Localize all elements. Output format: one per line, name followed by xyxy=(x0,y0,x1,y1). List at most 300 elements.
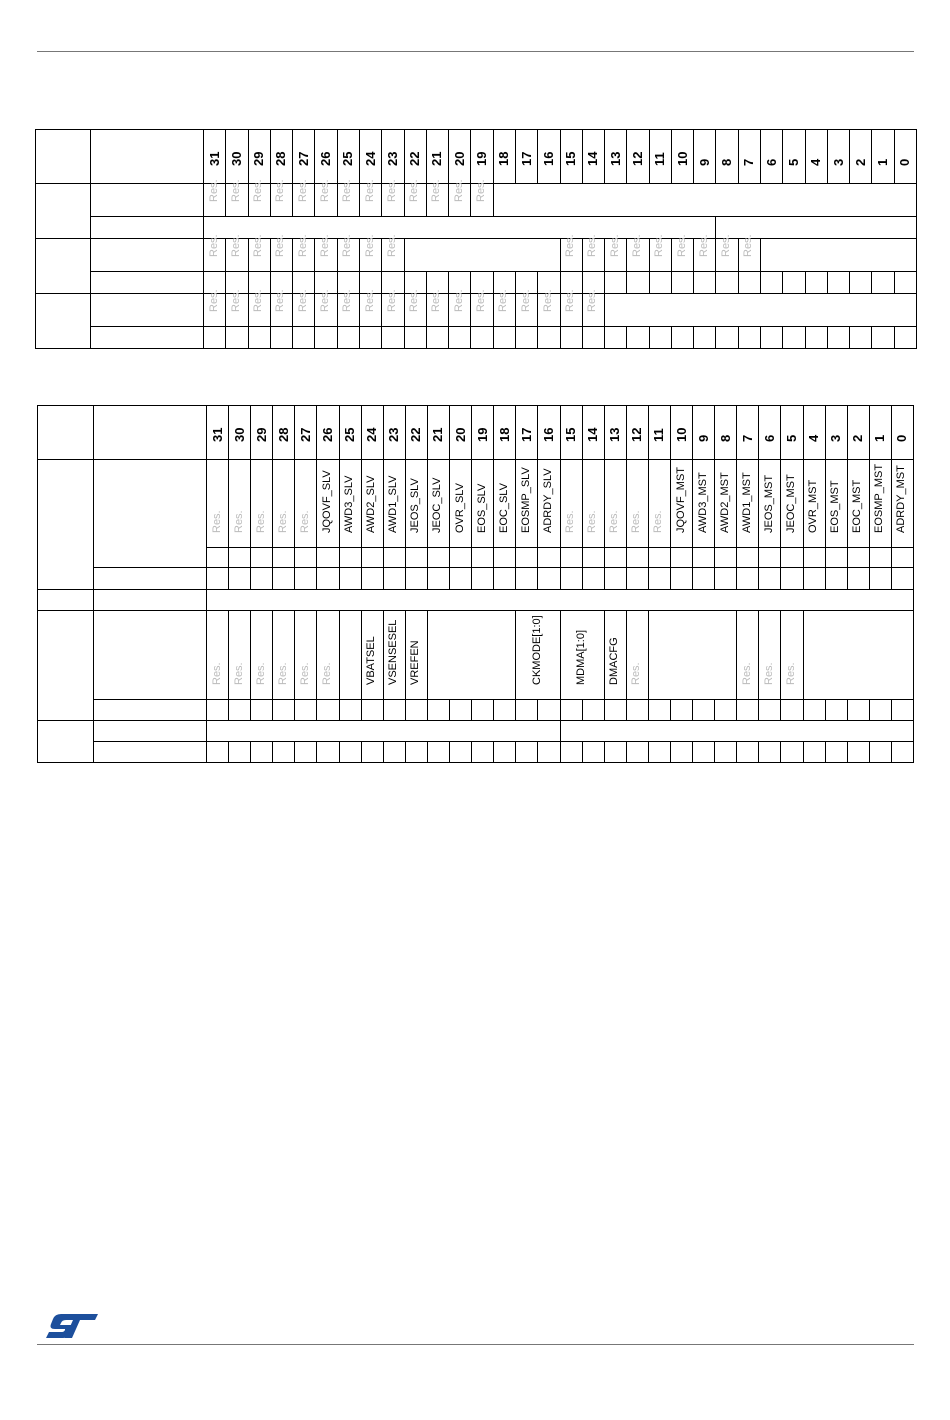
bit-field-ovr_slv xyxy=(450,460,472,548)
bit-number-5-label: 5 xyxy=(783,434,799,442)
reserved-bit-label: Res. xyxy=(475,179,488,202)
reset-cell xyxy=(869,548,891,568)
reserved-bit xyxy=(627,234,649,272)
bit-number-0 xyxy=(891,406,913,460)
reserved-bit xyxy=(293,289,315,327)
reserved-bit-label: Res. xyxy=(784,662,797,685)
register-map-table-1 xyxy=(35,129,917,349)
bit-number-12 xyxy=(626,406,648,460)
reserved-bit-label: Res. xyxy=(274,289,287,312)
reserved-bit xyxy=(471,289,493,327)
bit-field-vbatsel xyxy=(361,611,383,700)
reset-cell xyxy=(582,742,604,763)
reset-cell xyxy=(869,568,891,590)
bit-number-9-label: 9 xyxy=(696,158,712,166)
field-cell xyxy=(560,721,914,742)
bit-number-11-label: 11 xyxy=(651,428,667,442)
reset-cell xyxy=(538,742,560,763)
bit-field-eos_slv-label: EOS_SLV xyxy=(475,483,488,533)
reset-cell xyxy=(450,548,472,568)
reset-cell xyxy=(582,327,604,349)
reset-cell xyxy=(515,327,537,349)
header-rule xyxy=(37,51,914,52)
reserved-bit xyxy=(315,234,337,272)
reserved-bit-label: Res. xyxy=(653,234,666,257)
reset-cell xyxy=(626,548,648,568)
reset-cell xyxy=(847,742,869,763)
bit-field-jeoc_slv-label: JEOC_SLV xyxy=(431,477,444,533)
bit-number-14-label: 14 xyxy=(585,427,601,442)
bit-number-15-label: 15 xyxy=(563,151,579,166)
reserved-bit-label: Res. xyxy=(274,234,287,257)
reset-cell xyxy=(251,742,273,763)
bit-number-11-label: 11 xyxy=(652,152,668,166)
reset-cell xyxy=(759,742,781,763)
reset-cell xyxy=(339,700,361,721)
bit-field-adrdy_slv-label: ADRDY_SLV xyxy=(541,468,554,533)
bit-number-2-label: 2 xyxy=(850,434,866,442)
bit-field-adrdy_mst-label: ADRDY_MST xyxy=(895,465,908,533)
bit-number-18-label: 18 xyxy=(496,151,512,166)
reserved-bit xyxy=(315,289,337,327)
reset-cell xyxy=(693,742,715,763)
reset-cell xyxy=(759,548,781,568)
reserved-bit-label: Res. xyxy=(740,662,753,685)
reserved-bit xyxy=(382,289,404,327)
reserved-bit-label: Res. xyxy=(742,234,755,257)
reset-cell xyxy=(229,568,251,590)
bit-field-adrdy_mst xyxy=(891,460,913,548)
reset-cell xyxy=(604,568,626,590)
bit-number-31-label: 31 xyxy=(209,427,225,442)
field-cell xyxy=(207,721,561,742)
offset-cell xyxy=(38,460,94,590)
reset-cell xyxy=(582,568,604,590)
reserved-bit xyxy=(648,460,670,548)
field-cell xyxy=(427,611,515,700)
bit-field-eosmp_slv xyxy=(516,460,538,548)
reset-cell xyxy=(339,548,361,568)
reset-cell xyxy=(626,700,648,721)
reset-cell xyxy=(737,742,759,763)
bit-field-eoc_mst-label: EOC_MST xyxy=(851,479,864,533)
reset-cell xyxy=(560,327,582,349)
bit-number-26-label: 26 xyxy=(318,151,334,166)
reset-cell xyxy=(827,272,849,294)
reset-cell xyxy=(648,742,670,763)
reserved-bit xyxy=(382,234,404,272)
reset-cell xyxy=(317,742,339,763)
reserved-bit-label: Res. xyxy=(319,289,332,312)
reserved-bit xyxy=(582,289,604,327)
reset-cell xyxy=(582,548,604,568)
reset-cell xyxy=(273,742,295,763)
reset-cell xyxy=(694,327,716,349)
reset-cell xyxy=(472,742,494,763)
reset-cell xyxy=(605,327,627,349)
offset-cell xyxy=(38,611,94,721)
reset-cell xyxy=(761,327,783,349)
reserved-bit xyxy=(560,289,582,327)
reserved-bit-label: Res. xyxy=(385,289,398,312)
reset-cell xyxy=(472,568,494,590)
reserved-bit-label: Res. xyxy=(564,289,577,312)
reset-cell xyxy=(715,568,737,590)
bit-field-jeoc_mst-label: JEOC_MST xyxy=(784,474,797,533)
reserved-bit xyxy=(293,179,315,217)
bit-number-20 xyxy=(449,130,471,184)
reserved-bit-label: Res. xyxy=(541,289,554,312)
reset-cell xyxy=(847,548,869,568)
reset-cell xyxy=(494,568,516,590)
reserved-bit-label: Res. xyxy=(341,234,354,257)
bit-field-jeos_slv xyxy=(405,460,427,548)
reset-cell xyxy=(781,700,803,721)
reserved-bit-label: Res. xyxy=(385,234,398,257)
reserved-bit xyxy=(251,460,273,548)
bit-field-eos_slv xyxy=(472,460,494,548)
reset-cell xyxy=(427,548,449,568)
bit-field-jeoc_mst xyxy=(781,460,803,548)
bit-field-vrefen-label: VREFEN xyxy=(409,640,422,685)
reserved-bit xyxy=(382,179,404,217)
bit-field-awd3_mst-label: AWD3_MST xyxy=(696,472,709,533)
reset-cell xyxy=(648,700,670,721)
reserved-bit xyxy=(248,289,270,327)
bit-number-16 xyxy=(538,406,560,460)
bit-number-11 xyxy=(648,406,670,460)
bit-number-14 xyxy=(582,406,604,460)
reserved-bit-label: Res. xyxy=(586,289,599,312)
reserved-bit xyxy=(317,611,339,700)
reserved-bit-label: Res. xyxy=(229,234,242,257)
bit-field-awd1_mst-label: AWD1_MST xyxy=(740,472,753,533)
bit-field-awd2_mst-label: AWD2_MST xyxy=(718,472,731,533)
reserved-bit-label: Res. xyxy=(430,289,443,312)
reserved-bit-label: Res. xyxy=(630,662,643,685)
bit-number-21 xyxy=(427,406,449,460)
reserved-bit xyxy=(560,460,582,548)
reset-cell xyxy=(891,742,913,763)
reset-cell xyxy=(229,700,251,721)
field-cell xyxy=(648,611,736,700)
bit-field-vrefen xyxy=(405,611,427,700)
reserved-bit xyxy=(204,234,226,272)
reserved-bit-label: Res. xyxy=(630,234,643,257)
bit-number-8 xyxy=(716,130,738,184)
register-name-cell xyxy=(94,611,207,700)
reserved-bit xyxy=(759,611,781,700)
reset-cell xyxy=(869,700,891,721)
reset-cell xyxy=(229,548,251,568)
bit-number-22-label: 22 xyxy=(408,427,424,442)
bit-number-31 xyxy=(204,130,226,184)
reset-cell xyxy=(404,327,426,349)
reserved-bit xyxy=(471,179,493,217)
reserved-bit-label: Res. xyxy=(229,289,242,312)
reserved-bit-label: Res. xyxy=(207,234,220,257)
reset-cell xyxy=(759,568,781,590)
bit-number-31 xyxy=(207,406,229,460)
reset-cell xyxy=(604,700,626,721)
reserved-bit-label: Res. xyxy=(675,234,688,257)
reserved-bit xyxy=(404,289,426,327)
reset-cell xyxy=(270,327,292,349)
reset-cell xyxy=(781,568,803,590)
bit-number-6 xyxy=(761,130,783,184)
reset-cell xyxy=(715,700,737,721)
bit-field-jeos_slv-label: JEOS_SLV xyxy=(409,478,422,533)
reset-cell xyxy=(715,548,737,568)
field-cell xyxy=(493,184,916,217)
register-name-cell xyxy=(94,460,207,568)
bit-number-10-label: 10 xyxy=(674,151,690,166)
reserved-bit xyxy=(626,611,648,700)
bit-number-13-label: 13 xyxy=(607,151,623,166)
reserved-bit-label: Res. xyxy=(720,234,733,257)
bit-number-17 xyxy=(515,130,537,184)
reserved-bit xyxy=(449,179,471,217)
reset-cell xyxy=(560,548,582,568)
bit-number-4 xyxy=(805,130,827,184)
bit-number-15 xyxy=(560,406,582,460)
bit-field-awd2_slv-label: AWD2_SLV xyxy=(365,475,378,533)
bit-number-6 xyxy=(759,406,781,460)
reset-cell xyxy=(560,742,582,763)
bit-number-8-label: 8 xyxy=(719,158,735,166)
reset-cell xyxy=(671,327,693,349)
reserved-bit xyxy=(226,179,248,217)
reset-cell xyxy=(494,742,516,763)
bit-number-26 xyxy=(315,130,337,184)
bit-number-28-label: 28 xyxy=(273,151,289,166)
bit-number-21-label: 21 xyxy=(430,427,446,442)
bit-field-jeos_mst-label: JEOS_MST xyxy=(762,474,775,533)
reserved-bit xyxy=(337,289,359,327)
reserved-bit xyxy=(449,289,471,327)
bit-number-16-label: 16 xyxy=(540,151,556,166)
bit-number-25 xyxy=(339,406,361,460)
bit-number-29 xyxy=(248,130,270,184)
bit-number-24 xyxy=(361,406,383,460)
reserved-bit xyxy=(737,611,759,700)
reset-cell xyxy=(781,742,803,763)
bit-field-awd1_mst xyxy=(737,460,759,548)
bit-number-5-label: 5 xyxy=(785,158,801,166)
bit-number-12-label: 12 xyxy=(629,151,645,166)
bit-number-8 xyxy=(715,406,737,460)
reset-cell xyxy=(872,272,894,294)
reset-cell xyxy=(626,742,648,763)
bit-number-23-label: 23 xyxy=(386,427,402,442)
bit-number-19 xyxy=(471,130,493,184)
reserved-bit-label: Res. xyxy=(276,662,289,685)
reserved-bit-label: Res. xyxy=(519,289,532,312)
reset-cell xyxy=(251,568,273,590)
reset-cell xyxy=(894,272,916,294)
reset-cell xyxy=(317,700,339,721)
reset-cell xyxy=(694,272,716,294)
reserved-bit xyxy=(626,460,648,548)
register-header-cell xyxy=(94,406,207,460)
reset-cell xyxy=(894,327,916,349)
reset-cell xyxy=(382,327,404,349)
reset-cell xyxy=(207,548,229,568)
reset-cell xyxy=(891,700,913,721)
reset-cell xyxy=(361,568,383,590)
reserved-bit-label: Res. xyxy=(276,510,289,533)
bit-number-28-label: 28 xyxy=(275,427,291,442)
reserved-bit xyxy=(293,234,315,272)
bit-number-5 xyxy=(783,130,805,184)
bit-number-1 xyxy=(872,130,894,184)
bit-field-jeos_mst xyxy=(759,460,781,548)
reset-cell xyxy=(383,548,405,568)
bit-field-awd1_slv xyxy=(383,460,405,548)
reset-cell xyxy=(538,568,560,590)
reset-cell xyxy=(738,327,760,349)
footer-rule xyxy=(37,1344,914,1345)
bit-field-eoc_mst xyxy=(847,460,869,548)
reset-cell xyxy=(560,568,582,590)
reset-cell xyxy=(317,548,339,568)
bit-number-7 xyxy=(737,406,759,460)
bit-number-26-label: 26 xyxy=(320,427,336,442)
reserved-bit xyxy=(248,179,270,217)
reserved-bit xyxy=(248,234,270,272)
bit-number-3-label: 3 xyxy=(828,434,844,442)
reserved-bit xyxy=(207,460,229,548)
reserved-bit xyxy=(226,289,248,327)
reserved-bit-label: Res. xyxy=(586,510,599,533)
reset-cell xyxy=(295,568,317,590)
reserved-bit xyxy=(605,234,627,272)
bit-number-0-label: 0 xyxy=(894,434,910,442)
reserved-bit-label: Res. xyxy=(564,234,577,257)
reset-cell xyxy=(315,327,337,349)
bit-field-vsensesel-label: VSENSESEL xyxy=(387,619,400,685)
reset-cell xyxy=(670,548,692,568)
bit-field-vsensesel xyxy=(383,611,405,700)
reserved-bit-label: Res. xyxy=(363,179,376,202)
bit-number-19-label: 19 xyxy=(474,151,490,166)
reset-cell xyxy=(226,327,248,349)
reserved-bit xyxy=(359,234,381,272)
register-name-cell xyxy=(94,568,207,590)
reserved-bit xyxy=(273,460,295,548)
bit-field-awd3_mst xyxy=(693,460,715,548)
bit-number-25-label: 25 xyxy=(342,427,358,442)
bit-number-27 xyxy=(295,406,317,460)
reserved-bit xyxy=(404,179,426,217)
reserved-bit xyxy=(359,179,381,217)
bit-number-10-label: 10 xyxy=(673,427,689,442)
bit-number-10 xyxy=(671,130,693,184)
reset-cell xyxy=(803,548,825,568)
reserved-bit-label: Res. xyxy=(252,179,265,202)
bit-number-13 xyxy=(604,406,626,460)
reset-cell xyxy=(472,700,494,721)
reserved-bit xyxy=(694,234,716,272)
reserved-bit xyxy=(295,460,317,548)
field-cell xyxy=(339,611,361,700)
reset-cell xyxy=(670,568,692,590)
bit-number-28 xyxy=(270,130,292,184)
reserved-bit xyxy=(538,289,560,327)
reserved-bit xyxy=(270,179,292,217)
reset-cell xyxy=(847,568,869,590)
offset-cell xyxy=(38,721,94,763)
reset-cell xyxy=(494,700,516,721)
reset-cell xyxy=(850,272,872,294)
bit-number-14 xyxy=(582,130,604,184)
reset-cell xyxy=(604,548,626,568)
reserved-bit-label: Res. xyxy=(608,234,621,257)
reserved-bit xyxy=(604,460,626,548)
reset-cell xyxy=(605,272,627,294)
reset-cell xyxy=(738,272,760,294)
reset-cell xyxy=(825,548,847,568)
bit-number-19 xyxy=(472,406,494,460)
reset-cell xyxy=(317,568,339,590)
reserved-bit-label: Res. xyxy=(254,510,267,533)
reserved-bit-label: Res. xyxy=(296,179,309,202)
bit-number-0 xyxy=(894,130,916,184)
bit-number-0-label: 0 xyxy=(897,158,913,166)
bit-number-3 xyxy=(825,406,847,460)
bit-number-23-label: 23 xyxy=(384,151,400,166)
reserved-bit-label: Res. xyxy=(408,179,421,202)
reset-cell xyxy=(648,548,670,568)
reserved-bit-label: Res. xyxy=(298,510,311,533)
reserved-bit-label: Res. xyxy=(408,289,421,312)
bit-field-ovr_slv-label: OVR_SLV xyxy=(453,483,466,533)
reserved-bit xyxy=(207,611,229,700)
bit-number-5 xyxy=(781,406,803,460)
bit-field-awd2_slv xyxy=(361,460,383,548)
register-name-cell xyxy=(94,590,207,611)
bit-field-eoc_slv xyxy=(494,460,516,548)
reset-cell xyxy=(295,700,317,721)
bit-number-17-label: 17 xyxy=(518,427,534,442)
reserved-bit-label: Res. xyxy=(341,289,354,312)
reserved-bit xyxy=(493,289,515,327)
register-name-cell xyxy=(91,217,204,239)
bit-number-30-label: 30 xyxy=(228,151,244,166)
bit-field-ckmode10 xyxy=(516,611,560,700)
bit-number-7-label: 7 xyxy=(739,434,755,442)
bit-number-28 xyxy=(273,406,295,460)
bit-number-4 xyxy=(803,406,825,460)
bit-field-awd3_slv-label: AWD3_SLV xyxy=(343,475,356,533)
reset-cell xyxy=(825,568,847,590)
bit-field-awd1_slv-label: AWD1_SLV xyxy=(387,475,400,533)
bit-number-2 xyxy=(850,130,872,184)
bit-number-3-label: 3 xyxy=(830,158,846,166)
reset-cell xyxy=(426,327,448,349)
reserved-bit xyxy=(204,289,226,327)
offset-header-cell xyxy=(38,406,94,460)
bit-number-1 xyxy=(869,406,891,460)
reset-cell xyxy=(626,568,648,590)
reserved-bit xyxy=(781,611,803,700)
reset-cell xyxy=(891,568,913,590)
reserved-bit xyxy=(251,611,273,700)
bit-field-jqovf_mst-label: JQOVF_MST xyxy=(674,466,687,533)
reset-cell xyxy=(405,548,427,568)
reserved-bit-label: Res. xyxy=(254,662,267,685)
reset-cell xyxy=(273,568,295,590)
